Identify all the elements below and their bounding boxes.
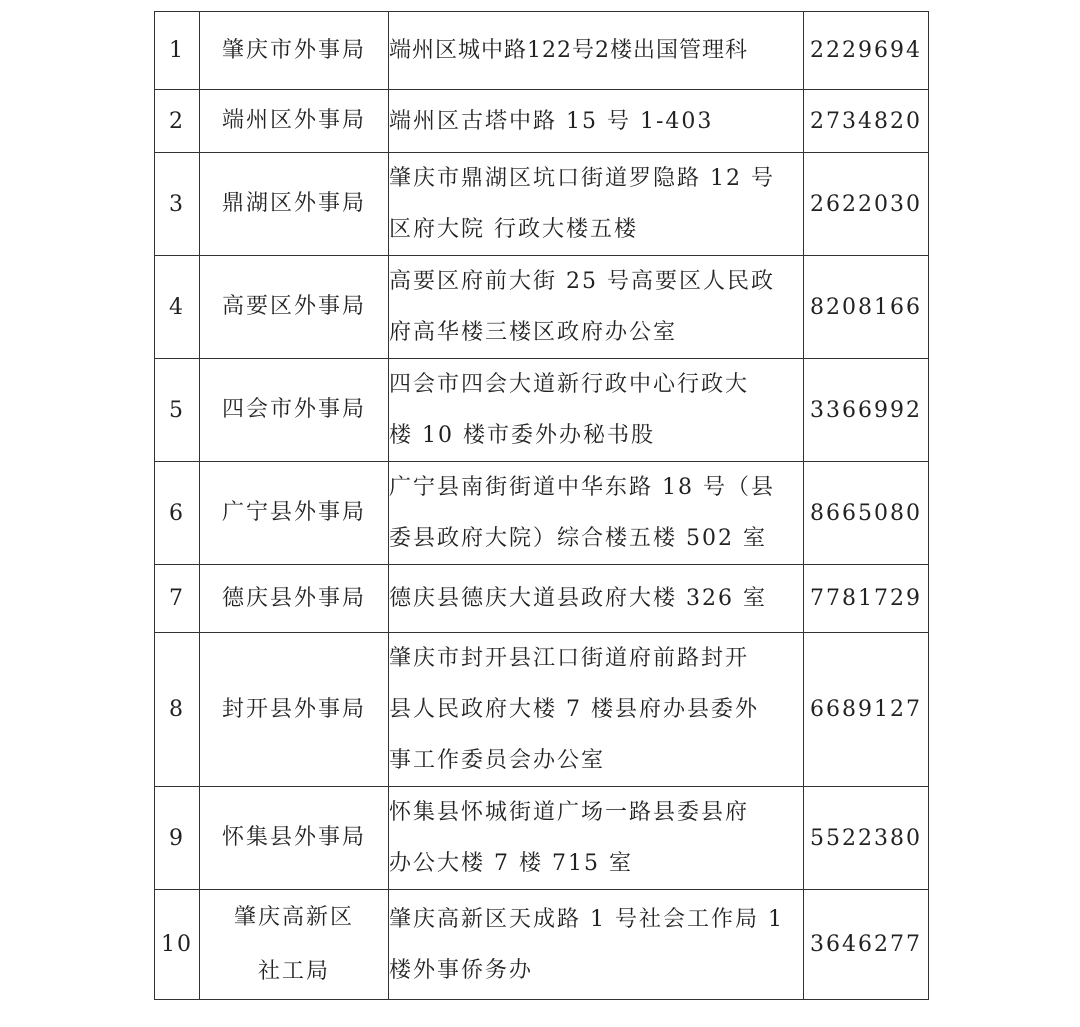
table-row xyxy=(155,633,929,787)
office-name: 肇庆高新区 社工局 xyxy=(200,890,389,1000)
row-number: 1 xyxy=(155,12,200,90)
office-name: 封开县外事局 xyxy=(200,633,389,787)
table-row xyxy=(155,256,929,359)
office-address: 四会市四会大道新行政中心行政大 楼 10 楼市委外办秘书股 xyxy=(389,359,804,462)
row-number: 4 xyxy=(155,256,200,359)
table-row xyxy=(155,359,929,462)
row-number: 9 xyxy=(155,787,200,890)
office-address: 怀集县怀城街道广场一路县委县府 办公大楼 7 楼 715 室 xyxy=(389,787,804,890)
office-phone: 8665080 xyxy=(804,462,929,565)
table-row xyxy=(155,153,929,256)
office-address: 肇庆高新区天成路 1 号社会工作局 1 楼外事侨务办 xyxy=(389,890,804,1000)
office-address: 端州区古塔中路 15 号 1-403 xyxy=(389,90,804,153)
table-row xyxy=(155,462,929,565)
office-phone: 3366992 xyxy=(804,359,929,462)
office-name: 端州区外事局 xyxy=(200,90,389,153)
table-row xyxy=(155,12,929,90)
office-address: 高要区府前大街 25 号高要区人民政 府高华楼三楼区政府办公室 xyxy=(389,256,804,359)
foreign-affairs-contact-table xyxy=(154,11,929,1000)
row-number: 5 xyxy=(155,359,200,462)
office-name: 高要区外事局 xyxy=(200,256,389,359)
office-address: 肇庆市封开县江口街道府前路封开 县人民政府大楼 7 楼县府办县委外 事工作委员会办公室 xyxy=(389,633,804,787)
office-address: 德庆县德庆大道县政府大楼 326 室 xyxy=(389,565,804,633)
office-phone: 2622030 xyxy=(804,153,929,256)
table-row xyxy=(155,90,929,153)
row-number: 7 xyxy=(155,565,200,633)
office-phone: 2229694 xyxy=(804,12,929,90)
office-name: 广宁县外事局 xyxy=(200,462,389,565)
table-row xyxy=(155,787,929,890)
office-phone: 6689127 xyxy=(804,633,929,787)
office-name: 怀集县外事局 xyxy=(200,787,389,890)
table-body xyxy=(155,12,929,1000)
office-address: 肇庆市鼎湖区坑口街道罗隐路 12 号 区府大院 行政大楼五楼 xyxy=(389,153,804,256)
office-phone: 2734820 xyxy=(804,90,929,153)
office-phone: 7781729 xyxy=(804,565,929,633)
office-name: 四会市外事局 xyxy=(200,359,389,462)
office-name: 德庆县外事局 xyxy=(200,565,389,633)
table-row xyxy=(155,890,929,1000)
office-phone: 3646277 xyxy=(804,890,929,1000)
office-address: 端州区城中路122号2楼出国管理科 xyxy=(389,12,804,90)
table-row xyxy=(155,565,929,633)
office-phone: 5522380 xyxy=(804,787,929,890)
row-number: 6 xyxy=(155,462,200,565)
row-number: 2 xyxy=(155,90,200,153)
office-phone: 8208166 xyxy=(804,256,929,359)
office-name: 肇庆市外事局 xyxy=(200,12,389,90)
office-address: 广宁县南街街道中华东路 18 号（县 委县政府大院）综合楼五楼 502 室 xyxy=(389,462,804,565)
row-number: 8 xyxy=(155,633,200,787)
row-number: 3 xyxy=(155,153,200,256)
row-number: 10 xyxy=(155,890,200,1000)
office-name: 鼎湖区外事局 xyxy=(200,153,389,256)
